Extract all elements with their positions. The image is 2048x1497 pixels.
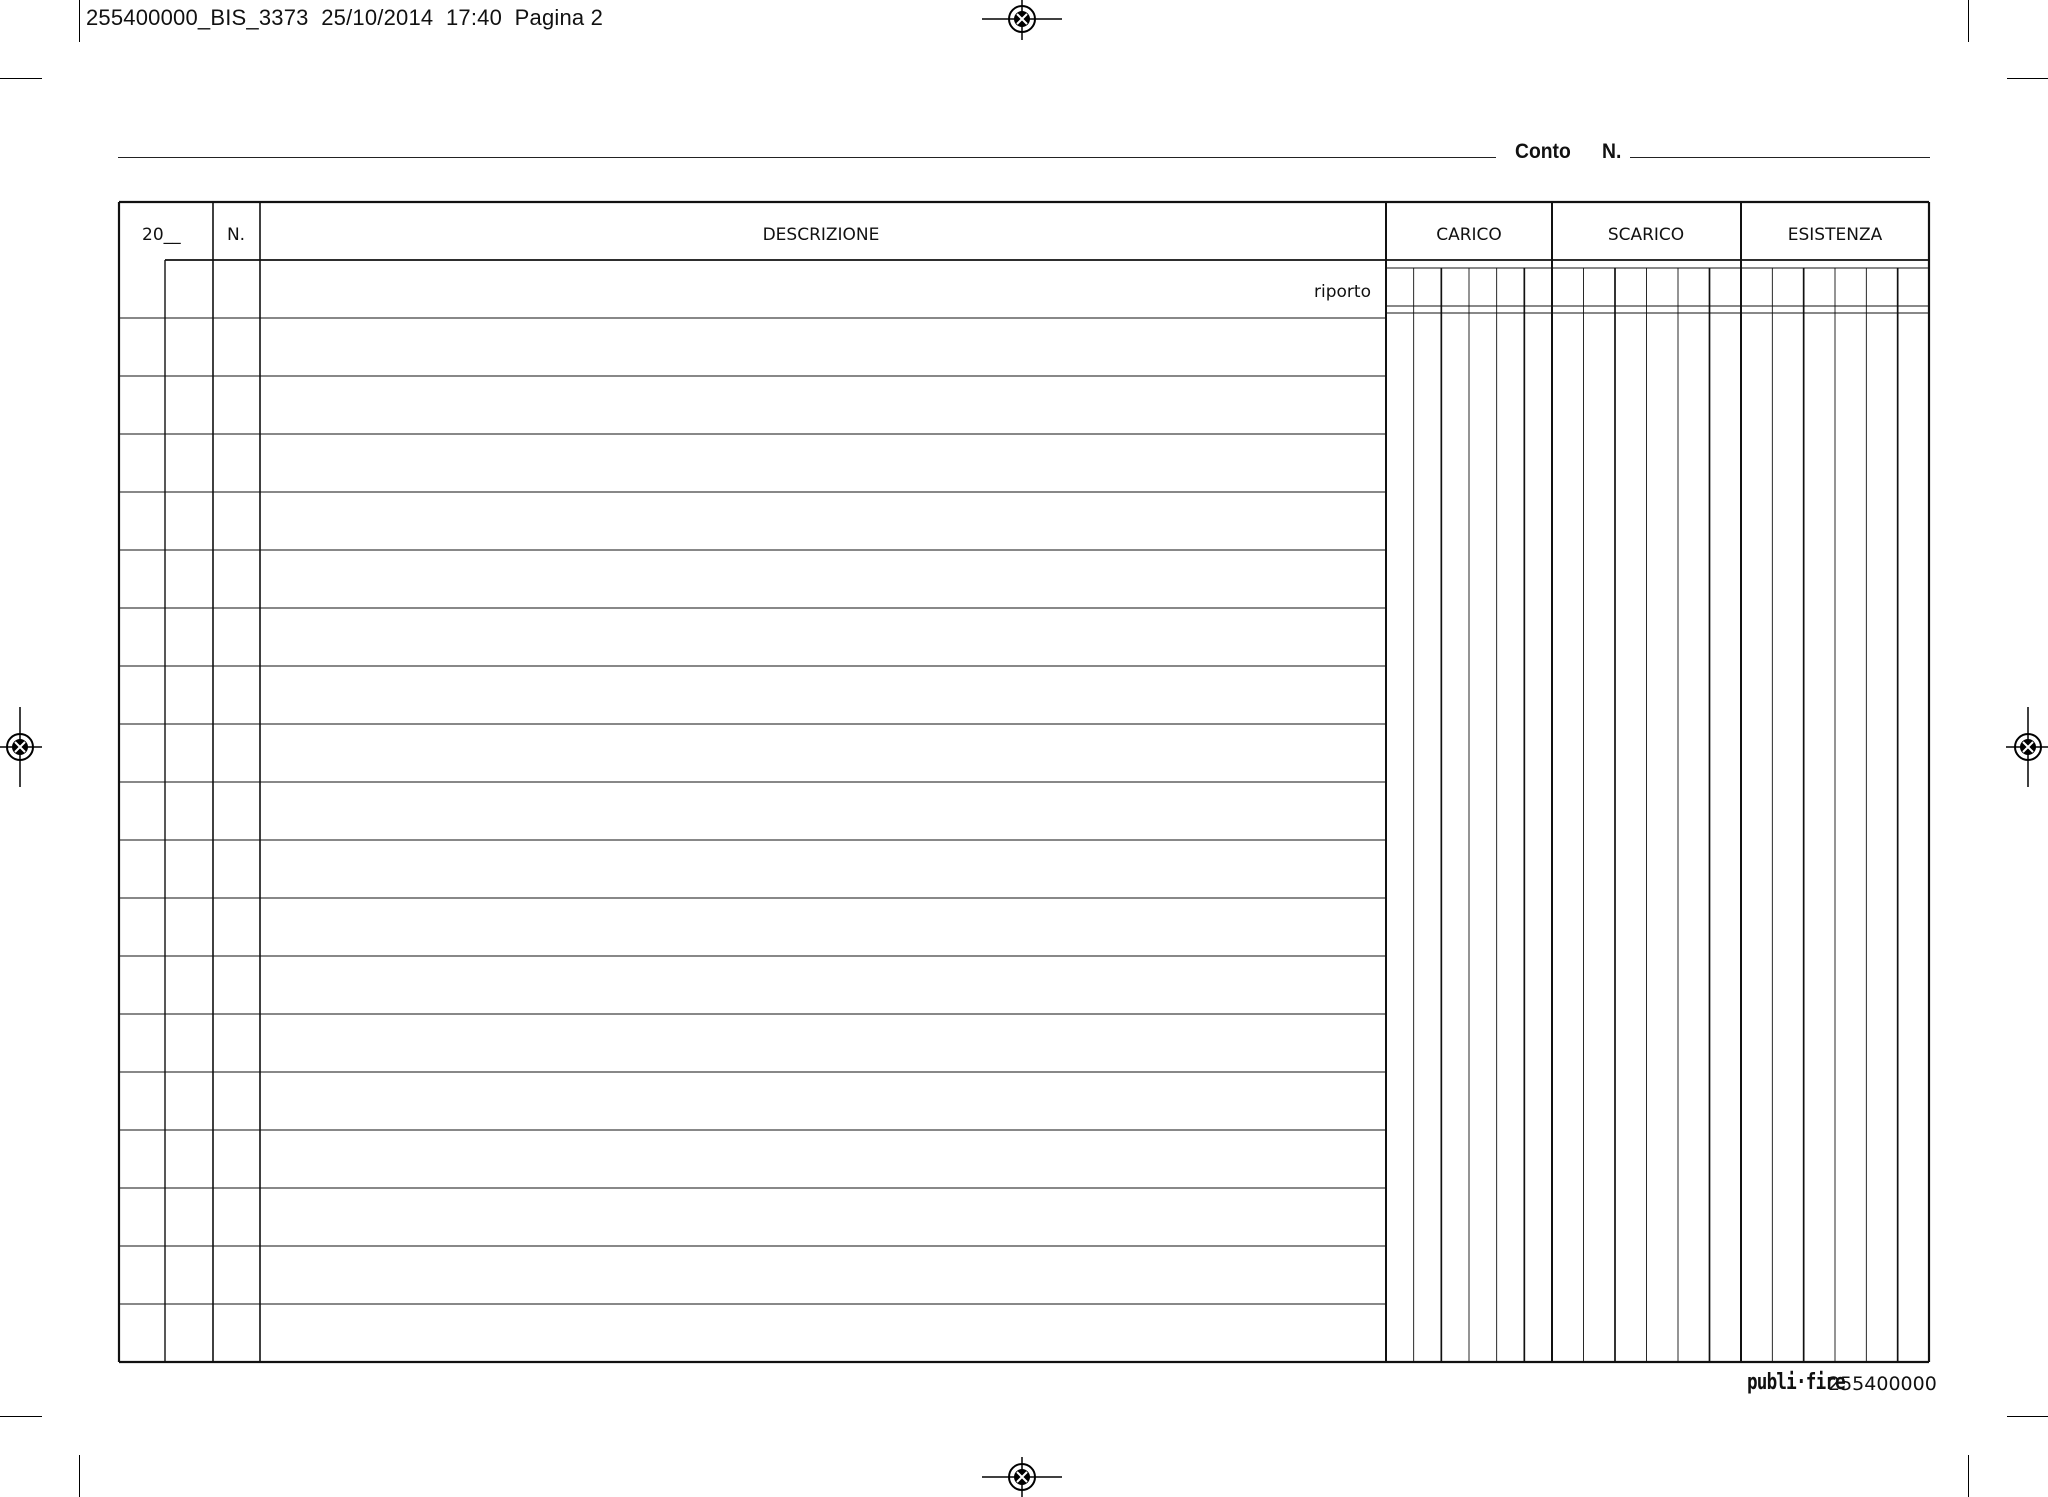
- form-code: 255400000: [1828, 1373, 1937, 1395]
- slug-page: Pagina 2: [514, 5, 604, 30]
- description-header: DESCRIZIONE: [762, 225, 880, 245]
- riporto-label: riporto: [1314, 282, 1371, 302]
- scarico-header: SCARICO: [1607, 225, 1685, 245]
- slug-job: 255400000_BIS_3373: [86, 5, 309, 30]
- slug-date: 25/10/2014: [321, 5, 434, 30]
- account-number-label: N.: [1602, 140, 1622, 163]
- year-header: 20__: [142, 225, 181, 245]
- carico-header: CARICO: [1436, 225, 1502, 245]
- publisher-logo: publi·fire: [1747, 1370, 1845, 1395]
- conto-label: Conto: [1515, 140, 1571, 163]
- number-header: N.: [226, 225, 246, 245]
- slug-time: 17:40: [445, 5, 503, 30]
- esistenza-header: ESISTENZA: [1787, 225, 1883, 245]
